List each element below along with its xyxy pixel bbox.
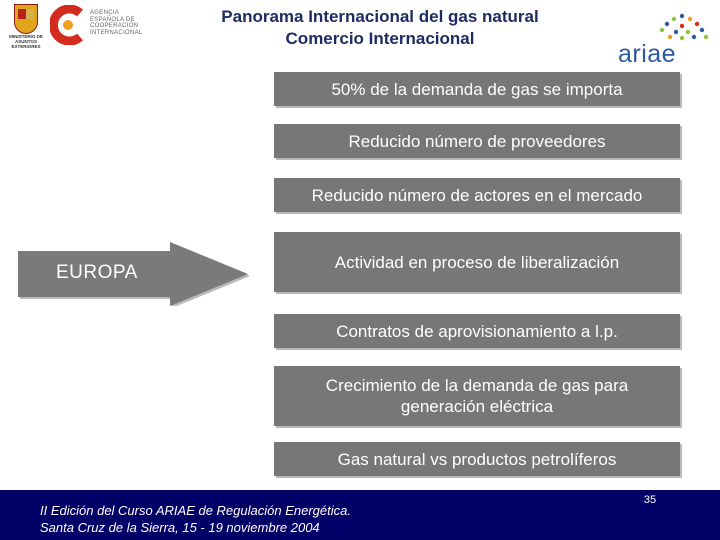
ariae-wordmark: ariae	[618, 40, 677, 68]
ministerio-logo-text: MINISTERIO DE ASUNTOS EXTERIORES	[9, 34, 43, 49]
ariae-logo	[612, 10, 712, 70]
footer-line-2: Santa Cruz de la Sierra, 15 - 19 noviembre 2004	[40, 520, 320, 535]
aecid-text-line: ESPAÑOLA DE	[90, 16, 135, 23]
statement-box: Reducido número de proveedores	[274, 124, 680, 158]
statement-box: 50% de la demanda de gas se importa	[274, 72, 680, 106]
ministerio-logo	[6, 4, 46, 48]
slide-title	[160, 6, 600, 50]
footer-text	[40, 502, 400, 536]
statement-box: Crecimiento de la demanda de gas para generación eléctrica	[274, 366, 680, 426]
statement-box: Actividad en proceso de liberalización	[274, 232, 680, 292]
title-line-1: Panorama Internacional del gas natural	[221, 7, 539, 26]
aecid-text-line: AGENCIA	[90, 10, 120, 16]
aecid-text-line: INTERNACIONAL	[90, 29, 143, 36]
aecid-logo-text	[90, 10, 160, 36]
title-line-2: Comercio Internacional	[285, 29, 475, 48]
statement-box: Reducido número de actores en el mercado	[274, 178, 680, 212]
coat-of-arms-icon	[14, 4, 38, 34]
europa-label: EUROPA	[56, 262, 138, 283]
footer-line-1: II Edición del Curso ARIAE de Regulación Energética.	[40, 503, 351, 518]
statement-box: Contratos de aprovisionamiento a l.p.	[274, 314, 680, 348]
statement-box: Gas natural vs productos petrolíferos	[274, 442, 680, 476]
aecid-logo-icon	[50, 5, 86, 45]
aecid-text-line: COOPERACIÓN	[90, 23, 139, 30]
page-number: 35	[643, 494, 657, 506]
